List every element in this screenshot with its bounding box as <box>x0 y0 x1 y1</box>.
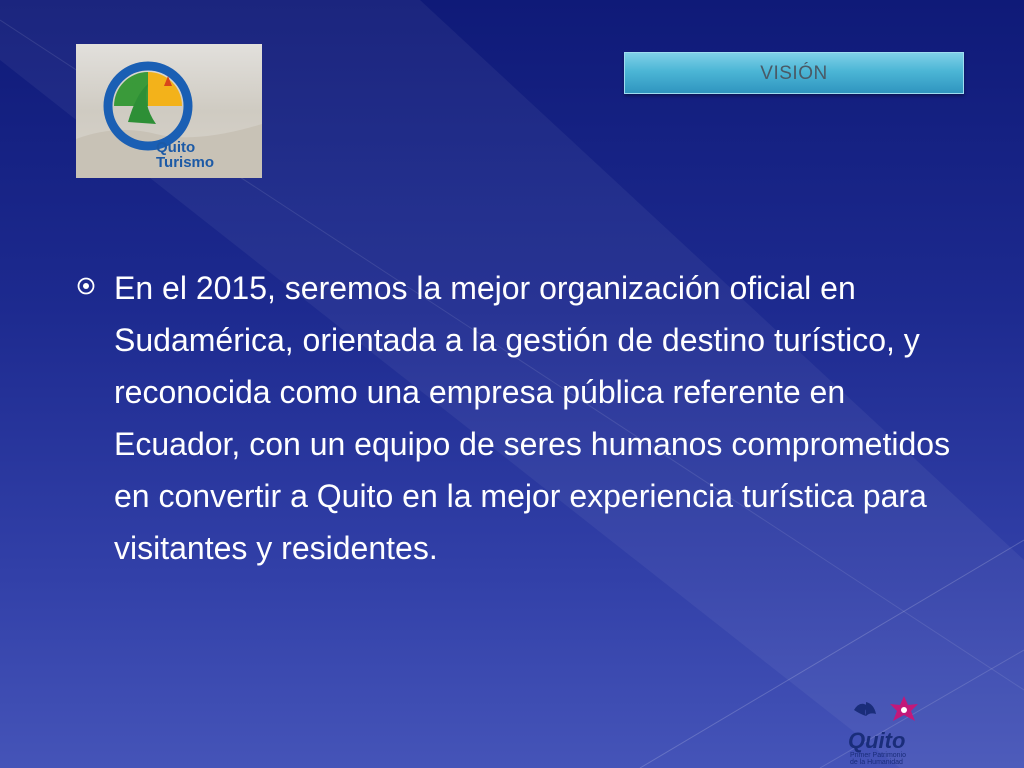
title-bar <box>624 52 964 94</box>
logo-line-2: Turismo <box>156 154 215 171</box>
bullet-text: En el 2015, seremos la mejor organización oficial en Sudamérica, orientada a la gestión de destino turístico, y reconocida como una empresa pública referente en Ecuador, con un equipo de seres humanos comprometidos en convertir a Quito en la mejor experiencia turística para visitantes y residentes. <box>114 270 951 566</box>
bullet-list <box>76 262 976 574</box>
corner-logo-sub-1: Primer Patrimonio <box>850 752 907 759</box>
slide-title: VISIÓN <box>760 63 828 84</box>
corner-logo-subtitle <box>850 752 906 766</box>
quito-turismo-logo <box>76 44 262 178</box>
logo-line-1: Quito <box>156 139 196 156</box>
list-item <box>76 262 976 574</box>
corner-logo-word: Quito <box>848 728 906 753</box>
logo-wordmark <box>156 140 214 170</box>
circled-dot-icon <box>76 276 96 296</box>
corner-logo-sub-2: de la Humanidad <box>850 759 903 766</box>
